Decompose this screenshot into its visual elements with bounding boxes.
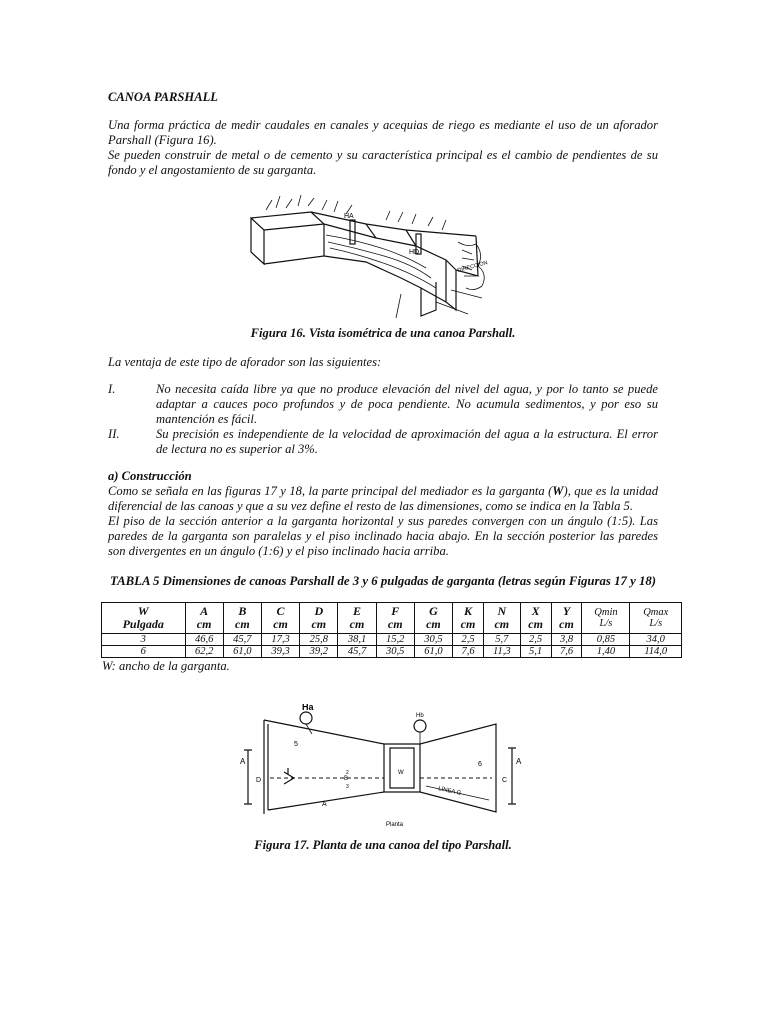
list-item [108, 382, 658, 427]
list-item [108, 427, 658, 457]
table-cell: 7,6 [551, 646, 582, 658]
table-header-cell: Qmax L/s [630, 603, 682, 634]
table-cell: 17,3 [261, 634, 299, 646]
construccion-paragraph-1: Como se señala en las figuras 17 y 18, la parte principal del mediador es la garganta (W), que es la unidad diferencial de las canoas y que a su vez define el resto de las dimensiones, como se indica en la Tabla 5. [108, 484, 658, 513]
label-3: 3 [346, 784, 349, 790]
document-page [102, 90, 669, 853]
table-cell: 61,0 [414, 646, 452, 658]
label-ha: HA [344, 213, 354, 220]
table-cell: 39,3 [261, 646, 299, 658]
table-cell: 5,7 [483, 634, 520, 646]
table-cell: 2,5 [453, 634, 484, 646]
table-cell: 2,5 [520, 634, 551, 646]
table-row [102, 634, 682, 646]
table-header-cell: K cm [453, 603, 484, 634]
table-cell: 11,3 [483, 646, 520, 658]
label-2: 2 [346, 770, 349, 776]
label-direccion: DIRECCION [456, 260, 489, 274]
section-heading-construccion: a) Construcción [108, 469, 192, 483]
table-cell: 25,8 [300, 634, 338, 646]
table-cell: 7,6 [453, 646, 484, 658]
table-cell: 62,2 [185, 646, 223, 658]
parshall-isometric-drawing [246, 190, 506, 322]
label-w: W [398, 770, 404, 776]
label-ha: Ha [302, 704, 314, 712]
figure-17 [108, 704, 658, 834]
table-cell: 30,5 [414, 634, 452, 646]
table-cell: 5,1 [520, 646, 551, 658]
table-header-cell: X cm [520, 603, 551, 634]
table-cell: 61,0 [223, 646, 261, 658]
table-cell: 6 [102, 646, 186, 658]
label-a-bottom: A [322, 801, 327, 808]
label-a-left: A [240, 757, 246, 766]
table-header-cell: F cm [376, 603, 414, 634]
table-cell: 46,6 [185, 634, 223, 646]
label-linea-g: LÍNEA G [437, 786, 462, 797]
table-cell: 30,5 [376, 646, 414, 658]
table-cell: 39,2 [300, 646, 338, 658]
table-cell: 34,0 [630, 634, 682, 646]
table-cell: 15,2 [376, 634, 414, 646]
table-header-cell: B cm [223, 603, 261, 634]
intro-paragraph-1: Una forma práctica de medir caudales en canales y acequias de riego es mediante el uso de un aforador Parshall (Figura 16). [108, 118, 658, 147]
table-row [102, 646, 682, 658]
parshall-plan-drawing [234, 704, 524, 830]
list-item-number: I. [108, 382, 116, 396]
table-5-title: TABLA 5 Dimensiones de canoas Parshall de 3 y 6 pulgadas de garganta (letras según Figuras 17 y 18) [109, 574, 657, 588]
table-header-cell: C cm [261, 603, 299, 634]
label-6: 6 [478, 761, 482, 768]
label-planta: Planta [386, 822, 404, 828]
table-cell: 3,8 [551, 634, 582, 646]
table-header-cell: D cm [300, 603, 338, 634]
figure-16-caption: Figura 16. Vista isométrica de una canoa Parshall. [250, 326, 516, 340]
construccion-paragraph-2: El piso de la sección anterior a la garganta horizontal y sus paredes convergen con un ángulo (1:5). Las paredes de la garganta son paralelas y el piso inclinado hacia abajo. En la sección posterior las paredes son divergentes en un ángulo (1:6) y el piso inclinado hacia arriba. [108, 514, 658, 558]
table-cell: 38,1 [338, 634, 376, 646]
table-header-cell: G cm [414, 603, 452, 634]
label-5: 5 [294, 741, 298, 748]
table-cell: 1,40 [582, 646, 630, 658]
advantages-list [108, 382, 658, 457]
label-a-right: A [516, 757, 522, 766]
table-header-cell: Y cm [551, 603, 582, 634]
label-b: B [344, 776, 349, 782]
table-header-cell: Qmin L/s [582, 603, 630, 634]
table-cell: 45,7 [338, 646, 376, 658]
table-cell: 45,7 [223, 634, 261, 646]
figure-16 [108, 190, 658, 322]
list-item-text: Su precisión es independiente de la velocidad de aproximación del agua a la estructura. El error de lectura no es superior al 3%. [156, 427, 658, 456]
label-d: D [256, 777, 262, 784]
table-header-cell: E cm [338, 603, 376, 634]
table-cell: 0,85 [582, 634, 630, 646]
table-header-cell: W Pulgada [102, 603, 186, 634]
table-cell: 3 [102, 634, 186, 646]
table-cell: 114,0 [630, 646, 682, 658]
list-item-number: II. [108, 427, 120, 441]
label-hd: HD [409, 249, 420, 256]
table-header-cell: A cm [185, 603, 223, 634]
table-header-cell: N cm [483, 603, 520, 634]
label-hb: Hb [416, 713, 424, 719]
table-5 [101, 602, 682, 658]
figure-17-caption: Figura 17. Planta de una canoa del tipo Parshall. [254, 838, 512, 852]
table-footnote: W: ancho de la garganta. [102, 659, 230, 673]
document-title: CANOA PARSHALL [108, 90, 218, 104]
label-c: C [502, 777, 508, 784]
list-item-text: No necesita caída libre ya que no produce elevación del nivel del agua, y por lo tanto se puede adaptar a cauces poco profundos y de poca pendiente. No acumula sedimentos, y por eso su mantención es fácil. [156, 382, 658, 426]
intro-paragraph-2: Se pueden construir de metal o de cemento y su característica principal es el cambio de pendientes de su fondo y el angostamiento de su garganta. [108, 148, 658, 177]
advantages-intro: La ventaja de este tipo de aforador son las siguientes: [108, 355, 382, 369]
